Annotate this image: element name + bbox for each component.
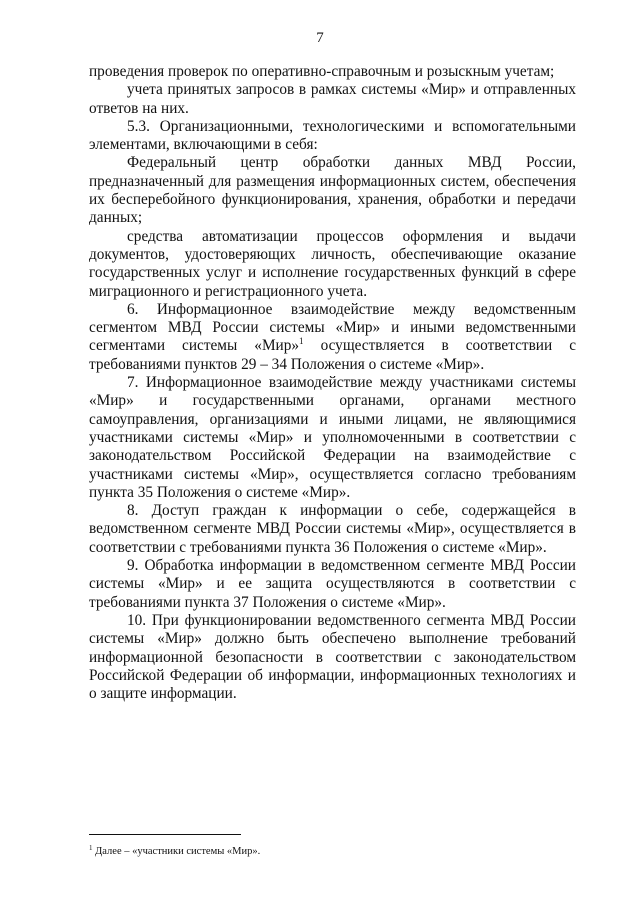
document-body	[89, 63, 576, 703]
paragraph-5: средства автоматизации процессов оформления и выдачи документов, удостоверяющих личность, обеспечивающие оказание государственных услуг и исполнение государственных функций в сфере миграционного и регистрационного учета.	[89, 227, 576, 300]
paragraph-3: 5.3. Организационными, технологическими и вспомогательными элементами, включающими в себя:	[89, 117, 576, 154]
footnote-text: Далее – «участники системы «Мир».	[92, 846, 261, 857]
paragraph-10: 10. При функционировании ведомственного сегмента МВД России системы «Мир» должно быть обеспечено выполнение требований информационной безопасности в соответствии с законодательством Российской Федерации об информации, информационных технологиях и о защите информации.	[89, 611, 576, 703]
paragraph-9: 9. Обработка информации в ведомственном сегменте МВД России системы «Мир» и ее защита осуществляются в соответствии с требованиями пункта 37 Положения о системе «Мир».	[89, 557, 576, 611]
footnote-mark: 1	[89, 844, 93, 852]
paragraph-7: 7. Информационное взаимодействие между участниками системы «Мир» и государственными органами, органами местного самоуправления, организациями и иными лицами, не являющимися участниками системы «Мир» и уполномоченными в соответствии с законодательством Российской Федерации на взаимодействие с участниками системы «Мир», осуществляется согласно требованиям пункта 35 Положения о системе «Мир».	[89, 374, 576, 501]
paragraph-1: проведения проверок по оперативно-справочным и розыскным учетам;	[89, 63, 555, 80]
paragraph-8: 8. Доступ граждан к информации о себе, содержащейся в ведомственном сегменте МВД России системы «Мир», осуществляется в соответствии с требованиями пункта 36 Положения о системе «Мир».	[89, 502, 576, 556]
footnote-reference: 1	[299, 336, 304, 347]
page-number: 7	[316, 30, 324, 46]
paragraph-6-text-after: осуществляется в соответствии с требованиями пунктов 29 – 34 Положения о системе «Мир».	[89, 337, 576, 373]
paragraph-6-text-before: 6. Информационное взаимодействие между ведомственным сегментом МВД России системы «Мир» и иными ведомственными сегментами системы «Мир»	[89, 300, 576, 355]
paragraph-4: Федеральный центр обработки данных МВД России, предназначенный для размещения информационных систем, обеспечения их бесперебойного функционирования, хранения, обработки и передачи данных;	[89, 154, 576, 227]
paragraph-6	[89, 301, 576, 374]
paragraph-2: учета принятых запросов в рамках системы «Мир» и отправленных ответов на них.	[89, 81, 576, 117]
footnote	[89, 845, 576, 858]
footnote-divider	[89, 834, 241, 835]
